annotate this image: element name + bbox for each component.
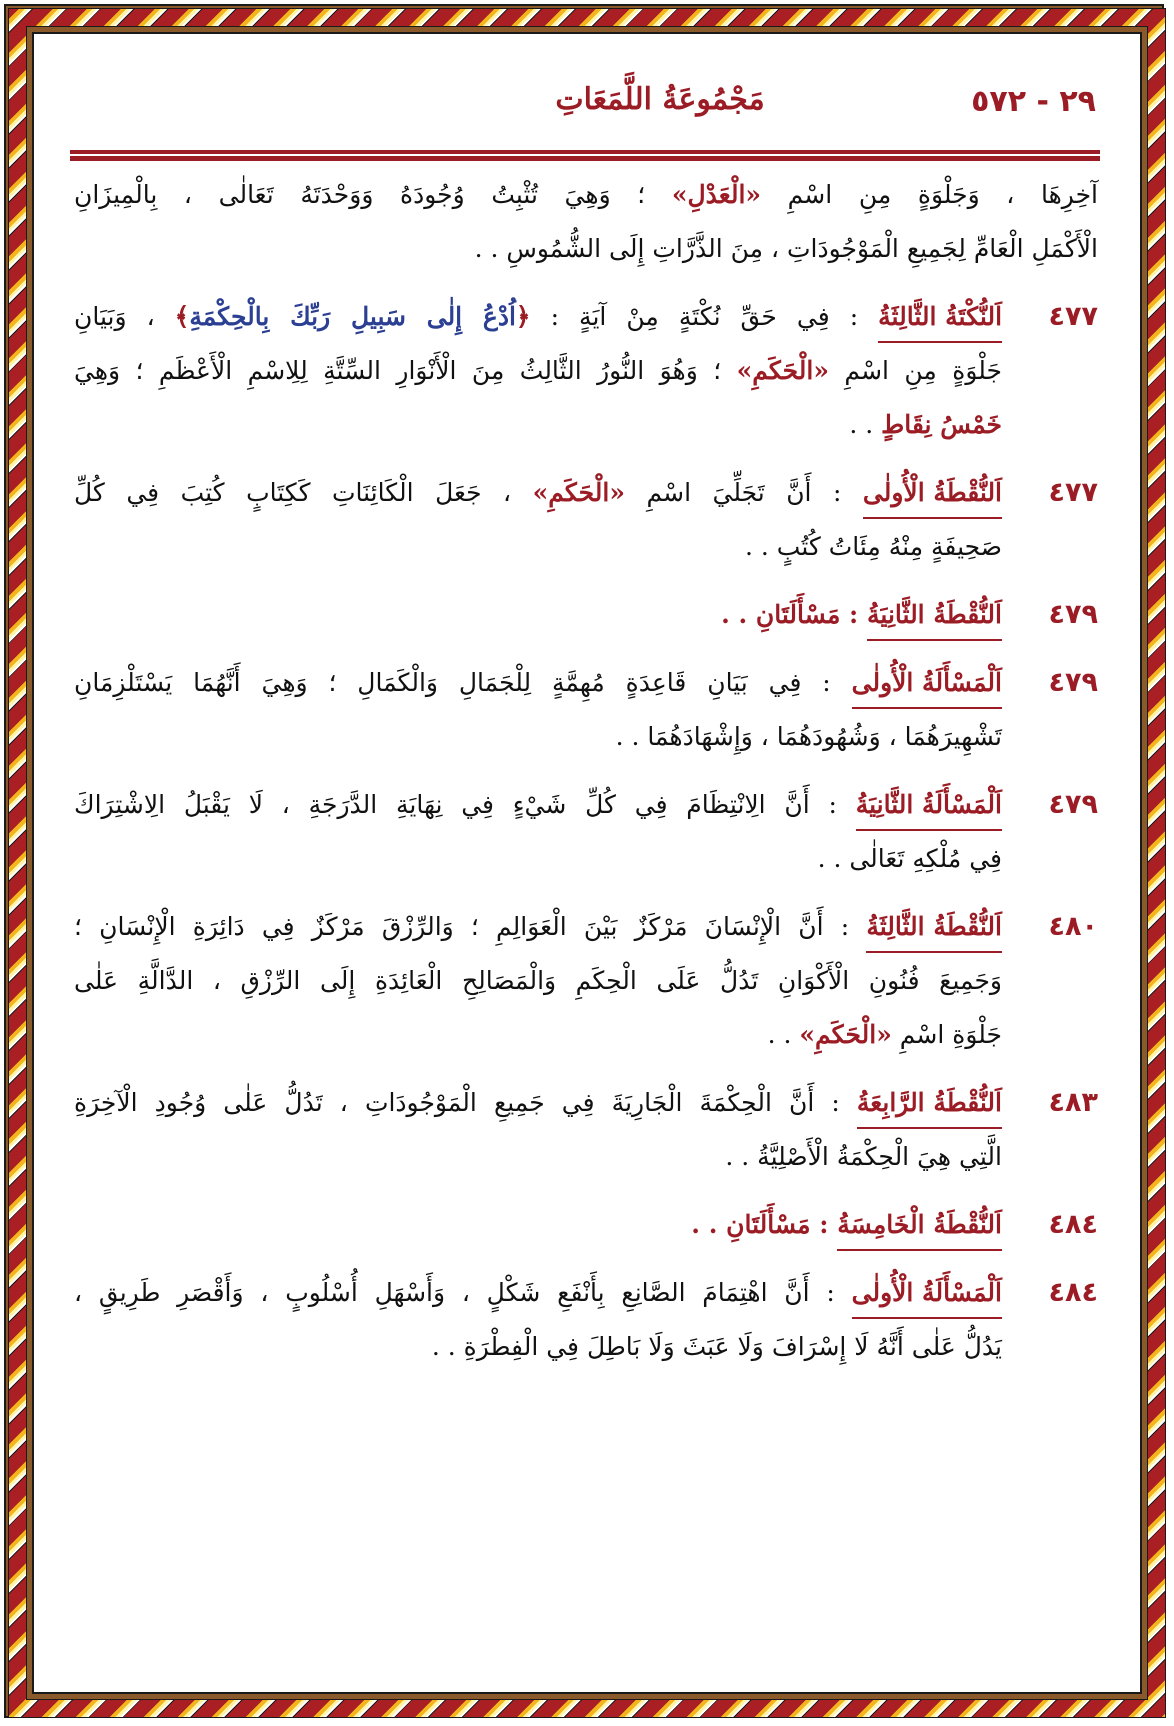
- text-line: [74, 710, 1002, 764]
- text-line: [74, 168, 1098, 222]
- text-run: جَلْوَةِ اسْمِ: [891, 1020, 1002, 1049]
- text-run: الَّتِي هِيَ الْحِكْمَةُ الْأَصْلِيَّةُ . .: [725, 1142, 1002, 1171]
- quran-verse: اُدْعُ إِلٰى سَبِيلِ رَبِّكَ بِالْحِكْمَةِ: [189, 302, 516, 331]
- entry-body: [74, 290, 1002, 452]
- text-run: ، جَعَلَ الْكَائِنَاتِ كَكِتَابٍ كُتِبَ فِي كُلِّ: [74, 478, 533, 507]
- page-reference: ٤٨٤: [1048, 1277, 1098, 1308]
- header-divider: [70, 150, 1100, 162]
- highlight-text: «الْحَكَمِ»: [736, 356, 829, 385]
- highlight-text: «الْحَكَمِ»: [799, 1020, 892, 1049]
- index-entry: [74, 656, 1098, 764]
- entry-heading: اَلنُّكْتَةُ الثَّالِثَةُ: [878, 295, 1002, 343]
- entry-heading: اَلْمَسْأَلَةُ الْأُولٰى: [852, 1271, 1002, 1319]
- text-run: : أَنَّ اهْتِمَامَ الصَّانِعِ بِأَنْفَعِ شَكْلٍ ، وَأَسْهَلِ أُسْلُوبٍ ، وَأَقْصَرِ طَرِيقٍ ،: [74, 1278, 852, 1307]
- highlight-text: : مَسْأَلَتَانِ . .: [721, 600, 867, 629]
- text-line: [74, 1076, 1002, 1130]
- entry-heading: اَلْمَسْأَلَةُ الثَّانِيَةُ: [856, 783, 1002, 831]
- text-line: [74, 1008, 1002, 1062]
- text-run: وَجَمِيعَ فُنُونِ الْأَكْوَانِ تَدُلُّ عَلَى الْحِكَمِ وَالْمَصَالِحِ الْعَائِدَةِ إِلَى الرِّزْقِ ، الدَّالَّةِ عَلٰى: [74, 966, 1002, 995]
- text-line: [74, 954, 1002, 1008]
- text-run: جَلْوَةٍ مِنِ اسْمِ: [829, 356, 1002, 385]
- entry-heading: اَلنُّقْطَةُ الْأُولٰى: [863, 471, 1002, 519]
- index-entries: [74, 290, 1098, 1374]
- text-run: الْأَكْمَلِ الْعَامِّ لِجَمِيعِ الْمَوْجُودَاتِ ، مِنَ الذَّرَّاتِ إِلَى الشُّمُوسِ . .: [474, 234, 1098, 263]
- ornate-bracket: ﴿: [515, 302, 531, 331]
- index-entry: [74, 778, 1098, 886]
- text-line: [74, 222, 1098, 276]
- text-run: . .: [767, 1020, 800, 1049]
- text-line: [74, 466, 1002, 520]
- index-entry: [74, 466, 1098, 574]
- text-run: . .: [849, 410, 882, 439]
- page-reference: ٤٧٩: [1048, 599, 1098, 630]
- text-line: [74, 832, 1002, 886]
- text-line: [74, 588, 1002, 642]
- page-number: ٢٩ - ٥٧٢: [971, 84, 1096, 119]
- page-reference: ٤٧٩: [1048, 667, 1098, 698]
- divine-name-highlight: «الْعَدْلِ»: [671, 180, 762, 209]
- intro-paragraph: [74, 168, 1098, 276]
- page-reference: ٤٨٠: [1048, 911, 1098, 942]
- text-run: : أَنَّ تَجَلِّيَ اسْمِ: [625, 478, 863, 507]
- page-reference: ٤٧٧: [1048, 301, 1098, 332]
- entry-body: [74, 1266, 1002, 1374]
- text-run: : أَنَّ الْحِكْمَةَ الْجَارِيَةَ فِي جَمِيعِ الْمَوْجُودَاتِ ، تَدُلُّ عَلٰى وُجُودِ الْآخِرَةِ: [74, 1088, 857, 1117]
- index-content: [74, 168, 1098, 1374]
- text-run: يَدُلُّ عَلٰى أَنَّهُ لَا إِسْرَافَ وَلَا عَبَثَ وَلَا بَاطِلَ فِي الْفِطْرَةِ . .: [431, 1332, 1002, 1361]
- text-run: فِي مُلْكِهِ تَعَالٰى . .: [817, 844, 1002, 873]
- highlight-text: خَمْسُ نِقَاطٍ: [881, 410, 1002, 439]
- entry-heading: اَلنُّقْطَةُ الرَّابِعَةُ: [857, 1081, 1002, 1129]
- page-reference: ٤٨٣: [1048, 1087, 1098, 1118]
- ornate-bracket: ﴾: [174, 302, 190, 331]
- page-reference: ٤٧٧: [1048, 477, 1098, 508]
- running-header: [70, 84, 1100, 124]
- text-line: [74, 1130, 1002, 1184]
- entry-body: [74, 900, 1002, 1062]
- text-line: [74, 1320, 1002, 1374]
- text-run: ؛ وَهُوَ النُّورُ الثَّالِثُ مِنَ الْأَنْوَارِ السِّتَّةِ لِلِاسْمِ الْأَعْظَمِ ؛ وَهِيَ: [74, 356, 737, 385]
- entry-body: [74, 466, 1002, 574]
- text-run: تَشْهِيرَهُمَا ، وَشُهُودَهُمَا ، وَإِشْهَادَهُمَا . .: [615, 722, 1002, 751]
- text-line: [74, 1198, 1002, 1252]
- page-reference: ٤٧٩: [1048, 789, 1098, 820]
- page-reference: ٤٨٤: [1048, 1209, 1098, 1240]
- text-run: ؛ وَهِيَ تُثْبِتُ وُجُودَهُ وَوَحْدَتَهُ تَعَالٰى ، بِالْمِيزَانِ: [74, 180, 672, 209]
- text-run: : أَنَّ الْإِنْسَانَ مَرْكَزٌ بَيْنَ الْعَوَالِمِ ؛ وَالرِّزْقَ مَرْكَزٌ فِي دَائِرَةِ الْإِنْسَانِ ؛: [74, 912, 867, 941]
- index-entry: [74, 1076, 1098, 1184]
- text-run: : أَنَّ الِانْتِظَامَ فِي كُلِّ شَيْءٍ فِي نِهَايَةِ الدَّرَجَةِ ، لَا يَقْبَلُ الِاشْتِرَاكَ: [74, 790, 856, 819]
- text-run: : فِي بَيَانِ قَاعِدَةٍ مُهِمَّةٍ لِلْجَمَالِ وَالْكَمَالِ ؛ وَهِيَ أَنَّهُمَا يَسْتَلْزِمَانِ: [74, 668, 852, 697]
- text-line: [74, 290, 1002, 344]
- entry-heading: اَلْمَسْأَلَةُ الْأُولٰى: [852, 661, 1002, 709]
- text-run: صَحِيفَةٍ مِنْهُ مِئَاتُ كُتُبٍ . .: [744, 532, 1002, 561]
- entry-body: [74, 656, 1002, 764]
- index-entry: [74, 588, 1098, 642]
- entry-body: [74, 1198, 1002, 1252]
- text-run: ، وَبَيَانِ: [74, 302, 175, 331]
- entry-heading: اَلنُّقْطَةُ الثَّالِثَةُ: [866, 905, 1002, 953]
- text-line: [74, 344, 1002, 398]
- book-title: مَجْمُوعَةُ اللَّمَعَاتِ: [555, 82, 765, 117]
- index-entry: [74, 290, 1098, 452]
- text-run: آخِرِهَا ، وَجَلْوَةٍ مِنِ اسْمِ: [761, 180, 1098, 209]
- highlight-text: «الْحَكَمِ»: [532, 478, 625, 507]
- text-line: [74, 1266, 1002, 1320]
- highlight-text: : مَسْأَلَتَانِ . .: [691, 1210, 838, 1239]
- entry-heading: اَلنُّقْطَةُ الْخَامِسَةُ: [837, 1203, 1002, 1251]
- entry-body: [74, 778, 1002, 886]
- entry-heading: اَلنُّقْطَةُ الثَّانِيَةُ: [867, 593, 1002, 641]
- text-line: [74, 398, 1002, 452]
- text-line: [74, 900, 1002, 954]
- index-entry: [74, 1198, 1098, 1252]
- text-line: [74, 778, 1002, 832]
- text-run: : فِي حَقِّ نُكْتَةٍ مِنْ آيَةٍ :: [530, 302, 879, 331]
- index-entry: [74, 900, 1098, 1062]
- text-line: [74, 520, 1002, 574]
- entry-body: [74, 588, 1002, 642]
- index-entry: [74, 1266, 1098, 1374]
- entry-body: [74, 1076, 1002, 1184]
- text-line: [74, 656, 1002, 710]
